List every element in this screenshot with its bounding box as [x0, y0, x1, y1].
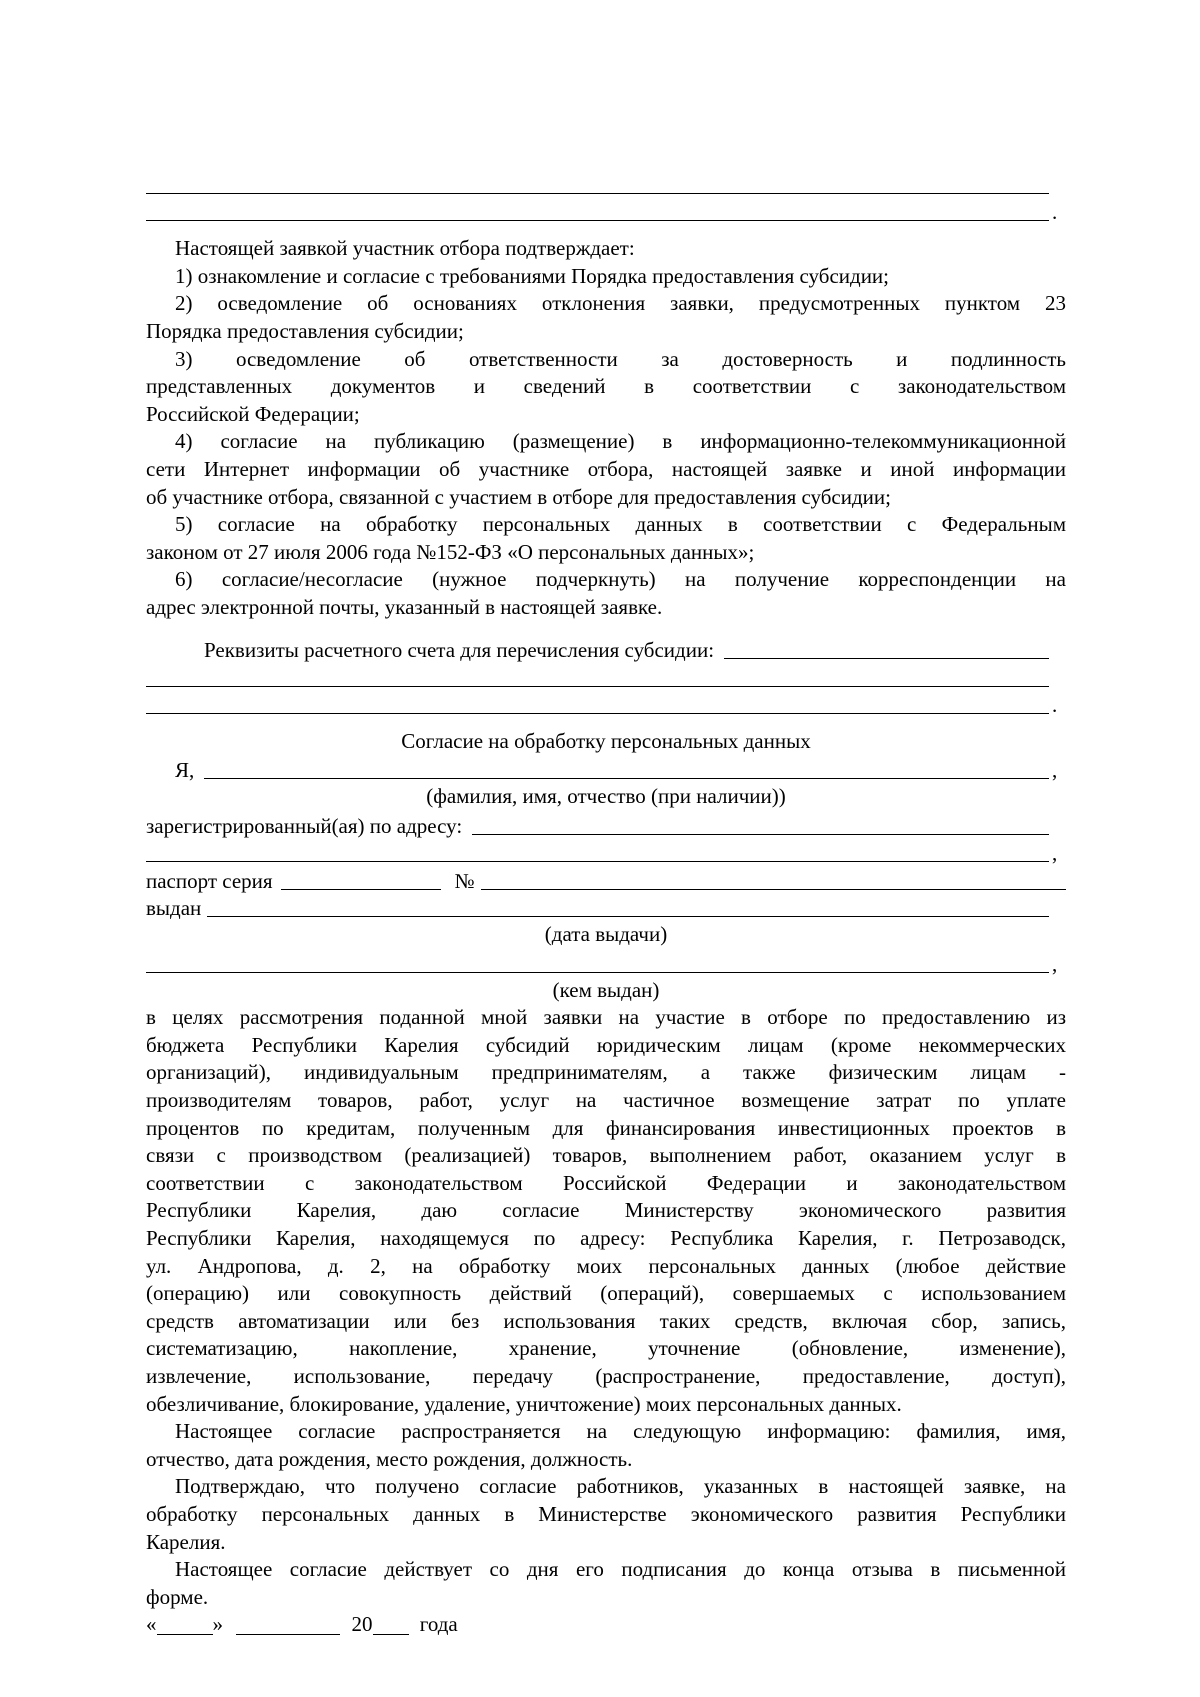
passport-number-label: №: [454, 868, 475, 893]
day-field[interactable]: [157, 1614, 213, 1635]
consent-body-line: процентов по кредитам, полученным для финансирования инвестиционных проектов в: [146, 1115, 1066, 1140]
workers-line: обработку персональных данных в Министерстве экономического развития Республики: [146, 1501, 1066, 1526]
passport-series-field[interactable]: [281, 869, 441, 890]
consent-body-line: соответствии с законодательством Российской Федерации и законодательством: [146, 1170, 1066, 1195]
blank-line: [146, 198, 1066, 226]
confirmation-item: об участнике отбора, связанной с участием в отборе для предоставления субсидии;: [146, 484, 891, 509]
blank-fill[interactable]: [146, 173, 1049, 194]
confirmation-item: 4) согласие на публикацию (размещение) в информационно-телекоммуникационной: [175, 429, 1066, 454]
issue-date-caption: (дата выдачи): [544, 922, 668, 947]
address-field-continued[interactable]: [146, 841, 1049, 862]
consent-body-line: средств автоматизации или без использования таких средств, включая сбор, запись,: [146, 1308, 1066, 1333]
bank-details-row: [146, 636, 1066, 664]
issued-by-field[interactable]: [146, 952, 1049, 973]
validity-line: Настоящее согласие действует со дня его подписания до конца отзыва в письменной: [175, 1557, 1066, 1582]
document-page: [146, 170, 1066, 1639]
month-field[interactable]: [236, 1614, 340, 1635]
consent-body-line: обезличивание, блокирование, удаление, уничтожение) моих персональных данных.: [146, 1391, 902, 1416]
blank-line: [146, 170, 1066, 198]
confirmation-item: 5) согласие на обработку персональных данных в соответствии с Федеральным: [175, 512, 1066, 537]
period: .: [1052, 200, 1058, 225]
bank-details-label: Реквизиты расчетного счета для перечисления субсидии:: [204, 638, 715, 663]
consent-body-line: Республики Карелия, даю согласие Министерству экономического развития: [146, 1198, 1066, 1223]
issue-date-field[interactable]: [207, 896, 1049, 917]
confirmation-item: 3) осведомление об ответственности за достоверность и подлинность: [175, 346, 1066, 371]
scope-line: Настоящее согласие распространяется на следующую информацию: фамилия, имя,: [175, 1419, 1066, 1444]
consent-body-line: организаций), индивидуальным предпринимателям, а также физическим лицам -: [146, 1060, 1066, 1085]
full-name-field[interactable]: [204, 758, 1049, 779]
name-row: Я, ,: [146, 756, 1066, 784]
registered-label: зарегистрированный(ая) по адресу:: [146, 813, 463, 838]
blank-fill[interactable]: [146, 200, 1049, 221]
confirmation-item: 1) ознакомление и согласие с требованиями Порядка предоставления субсидии;: [175, 263, 889, 288]
confirmation-item: законом от 27 июля 2006 года №152-ФЗ «О персональных данных»;: [146, 539, 755, 564]
date-row: [146, 1611, 1066, 1639]
consent-body-line: ул. Андропова, д. 2, на обработку моих персональных данных (любое действие: [146, 1253, 1066, 1278]
blank-fill[interactable]: [146, 666, 1049, 687]
address-row: [146, 811, 1066, 839]
period: .: [1052, 693, 1058, 718]
close-quote: »: [212, 1612, 223, 1637]
issued-label: выдан: [146, 896, 202, 921]
consent-body-line: Республики Карелия, находящемуся по адресу: Республика Карелия, г. Петрозаводск,: [146, 1225, 1066, 1250]
consent-body-line: извлечение, использование, передачу (распространение, предоставление, доступ),: [146, 1363, 1066, 1388]
consent-body-line: (операцию) или совокупность действий (операций), совершаемых с использованием: [146, 1281, 1066, 1306]
bank-details-field[interactable]: [724, 638, 1049, 659]
blank-line: ,: [146, 839, 1066, 867]
issued-by-caption: (кем выдан): [552, 977, 660, 1002]
validity-line: форме.: [146, 1584, 209, 1609]
year-prefix: 20: [351, 1612, 373, 1637]
consent-body-line: связи с производством (реализацией) товаров, выполнением работ, оказанием услуг в: [146, 1143, 1066, 1168]
passport-row: [146, 866, 1066, 894]
issued-row: [146, 894, 1066, 922]
workers-line: Карелия.: [146, 1529, 226, 1554]
confirmation-item: 2) осведомление об основаниях отклонения заявки, предусмотренных пунктом 23: [175, 291, 1066, 316]
issued-by-row: ,: [146, 949, 1066, 977]
blank-fill[interactable]: [146, 693, 1049, 714]
consent-body-line: производителям товаров, работ, услуг на частичное возмещение затрат по уплате: [146, 1088, 1066, 1112]
year-suffix: года: [419, 1612, 458, 1637]
confirmation-item: представленных документов и сведений в соответствии с законодательством: [146, 374, 1066, 399]
passport-number-field[interactable]: [481, 869, 1066, 890]
confirmation-item: 6) согласие/несогласие (нужное подчеркнуть) на получение корреспонденции на: [175, 567, 1066, 592]
name-caption: (фамилия, имя, отчество (при наличии)): [426, 784, 786, 809]
confirmation-item: Российской Федерации;: [146, 401, 360, 426]
blank-line: [146, 663, 1066, 691]
consent-body-line: бюджета Республики Карелия субсидий юридическим лицам (кроме некоммерческих: [146, 1032, 1066, 1057]
confirmation-item: Порядка предоставления субсидии;: [146, 318, 464, 343]
confirmation-intro: Настоящей заявкой участник отбора подтверждает:: [175, 236, 635, 261]
consent-body-line: в целях рассмотрения поданной мной заявки на участие в отборе по предоставлению из: [146, 1005, 1066, 1030]
consent-title: Согласие на обработку персональных данных: [401, 729, 811, 754]
year-field[interactable]: [373, 1614, 409, 1635]
passport-series-label: паспорт серия: [146, 868, 273, 893]
consent-body-line: систематизацию, накопление, хранение, уточнение (обновление, изменение),: [146, 1336, 1066, 1361]
blank-line: [146, 691, 1066, 719]
confirmation-item: адрес электронной почты, указанный в настоящей заявке.: [146, 594, 663, 619]
scope-line: отчество, дата рождения, место рождения, должность.: [146, 1446, 633, 1471]
confirmation-item: сети Интернет информации об участнике отбора, настоящей заявке и иной информации: [146, 456, 1066, 481]
address-field[interactable]: [472, 814, 1049, 835]
workers-line: Подтверждаю, что получено согласие работников, указанных в настоящей заявке, на: [175, 1474, 1066, 1499]
open-quote: «: [146, 1612, 157, 1637]
i-label: Я,: [175, 758, 195, 783]
